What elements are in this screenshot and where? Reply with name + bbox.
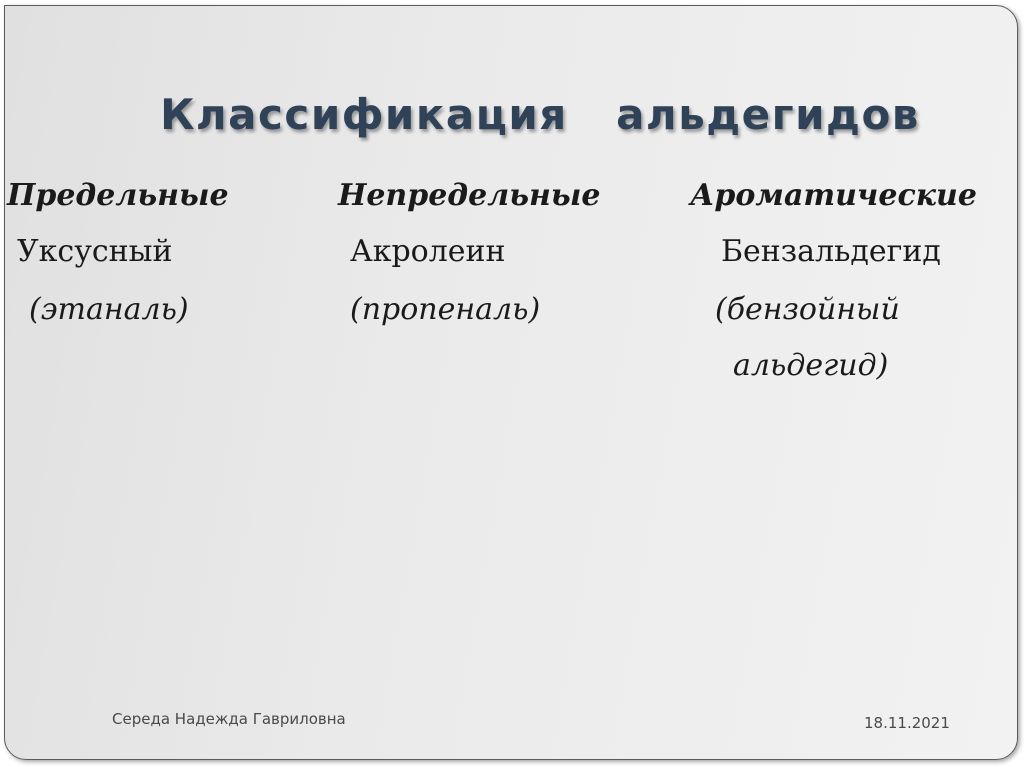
name-benzaldehyde: Бензальдегид [721, 234, 941, 269]
name-acetic: Уксусный [17, 234, 173, 269]
name-acrolein: Акролеин [350, 234, 506, 269]
heading-saturated: Предельные [7, 178, 229, 213]
systematic-propenal: (пропеналь) [350, 292, 541, 327]
heading-aromatic: Ароматические [690, 178, 977, 213]
heading-unsaturated: Непредельные [338, 178, 601, 213]
footer-date: 18.11.2021 [864, 714, 950, 732]
systematic-benzoic-line2: альдегид) [733, 348, 889, 383]
systematic-benzoic-line1: (бензойный [715, 292, 900, 327]
systematic-ethanal: (этаналь) [29, 292, 189, 327]
slide-title: Классификация альдегидов [160, 90, 920, 139]
footer-author: Середа Надежда Гавриловна [112, 710, 346, 728]
slide [4, 5, 1018, 760]
